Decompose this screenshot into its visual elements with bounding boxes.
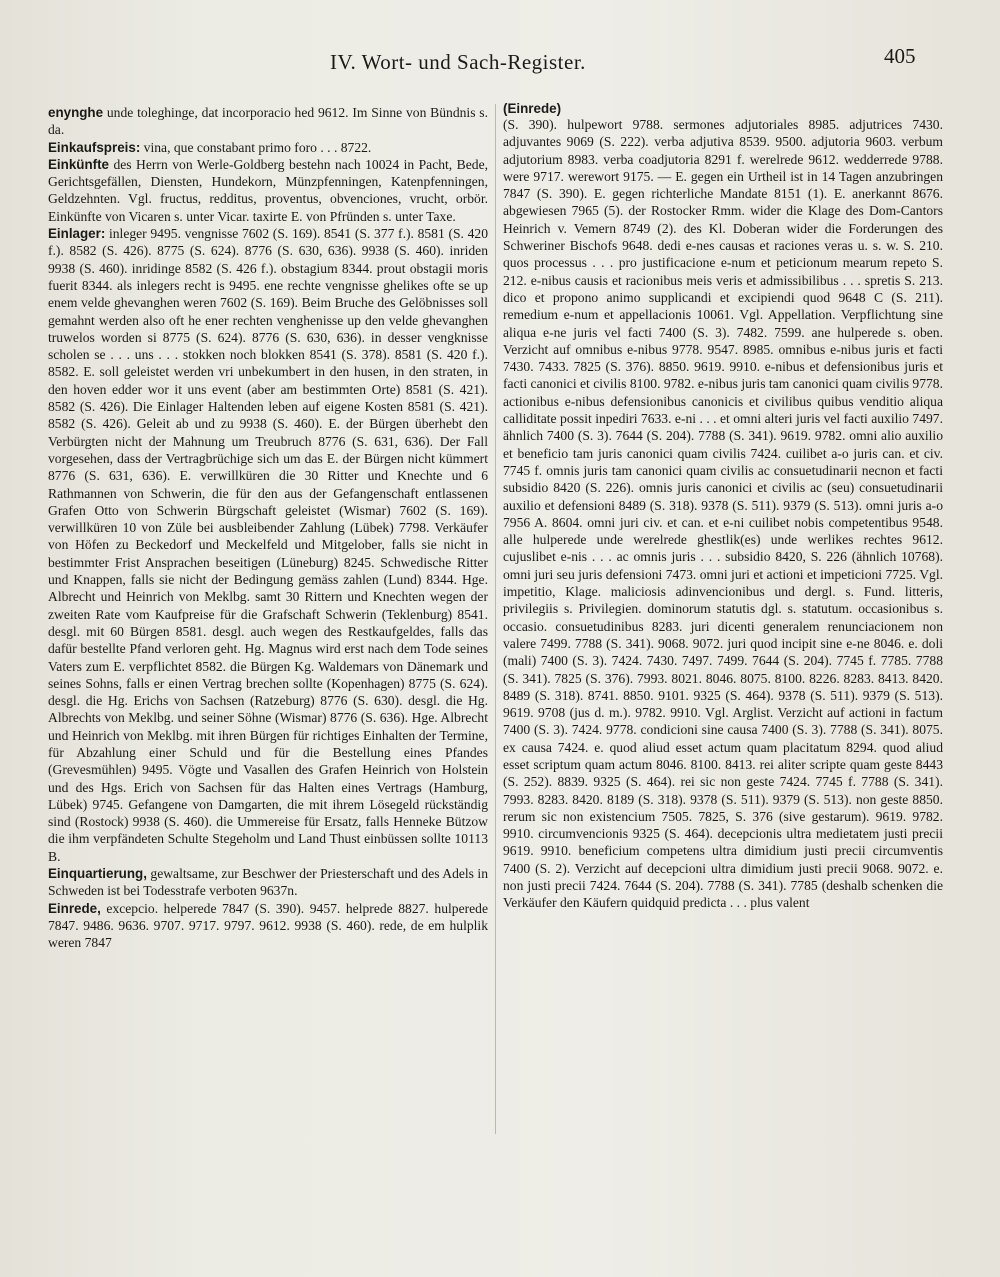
index-entry	[48, 900, 488, 952]
entry-text: vina, que constabant primo foro . . . 8722.	[140, 139, 372, 155]
entry-text: unde toleghinge, dat incorporacio hed 9612. Im Sinne von Bündnis s. da.	[48, 105, 488, 138]
entry-text: des Herrn von Werle-Goldberg bestehn nach 10024 in Pacht, Bede, Gerichtsgefällen, Diensten, Hundekorn, Münzpfenningen, Katenpfenningen, Geldzehnten. Vgl. fructus, redditus, proventus, obvenciones, vrucht, orbör. Einkünfte von Vicaren s. unter Vicar. taxirte E. von Pfründen s. unter Taxe.	[48, 156, 488, 224]
running-head: IV. Wort- und Sach-Register.	[330, 50, 586, 74]
left-column	[48, 104, 488, 952]
entry-text: gewaltsame, zur Beschwer der Priesterschaft und des Adels in Schweden ist bei Todesstrafe verboten 9637n.	[48, 866, 488, 899]
index-entry	[48, 139, 488, 156]
entry-headword: Einquartierung,	[48, 866, 147, 882]
entry-headword: Einkünfte	[48, 156, 110, 172]
page-number: 405	[884, 44, 916, 68]
index-entry	[48, 104, 488, 139]
entry-text: excepcio. helperede 7847 (S. 390). 9457. helprede 8827. hulperede 7847. 9486. 9636. 9707. 9717. 9797. 9612. 9938 (S. 460). rede, de em hulplik weren 7847	[48, 900, 488, 951]
index-entry-continued: (S. 390). hulpewort 9788. sermones adjutoriales 8985. adjutrices 7430. adjuvantes 9069 (S. 222). verba adjutiva 8539. 9500. adjutoria 9603. verbum adjutorium 8983. verba coadjutoria 8291 f. werelrede 9612. wedderrede 9788. were 9717. werewort 9175. — E. gegen ein Urtheil ist in 14 Tagen anzubringen 7847 (S. 390). E. gegen richterliche Mandate 8151 (1). E. anerkannt 8676. abgewiesen 7965 (5). der Rostocker Rmm. wider die Klage des Dom-Cantors Heinrich v. Vemern 8749 (2). des Kl. Doberan wider die Forderungen des Schweriner Bischofs 9648. dedi e-nes causas et raciones veras u. s. w. S. 210. quos processus . . . pro justificacione e-num et peticionum mearum repeto S. 212. e-nibus causis et racionibus meis veris et admissibilibus . . . spretis S. 213. dico et propono animo supplicandi et excipiendi quod 9648 C (S. 211). remedium e-num et appellacionis 10061. Vgl. Appellation. Verpflichtung sine aliqua e-ne juris vel facti 7400 (S. 3). 7482. 7599. ane hulperede s. oben. Verzicht auf omnibus e-nibus 9778. 9547. 8985. omnibus e-nibus juris et facti 7430. 7433. 7825 (S. 376). 8850. 9619. 9910. e-nibus et defensionibus juris et facti canonici et civilis 8100. 9782. e-nibus juris tam canonici quam civilis 9778. actionibus e-nibus defensionibus canonicis et civilibus quibus venditio aliqua calliditate possit inpediri 7633. e-ni . . . et omni alteri juris vel facti auxilio 7497. ähnlich 7400 (S. 3). 7644 (S. 204). 7788 (S. 341). 9619. 9782. omni alio auxilio et beneficio tam juris canonici quam civilis 7424. cuilibet a-o juris can. et civ. 7745 f. omnis juris tam canonici quam civilis ac consuetudinarii necnon et facti subsidio 8420 (S. 226). omnis juris canonici et civilis ac (seu) consuetudinarii auxilio et defensioni 8489 (S. 318). 9378 (S. 511). 9379 (S. 513). omni juris a-o 7956 A. 8604. omni juri civ. et can. et e-ni cuilibet nobis competentibus 9548. alle hulperede unde werelrede ghestlik(es) unde werlikes rechtes 9612. cujuslibet e-nis . . . ac omnis juris . . . subsidio 8420, S. 226 (ähnlich 10768). omni juri seu juris defensioni 7473. omni juri et actioni et impeticioni 7725. Vgl. impetitio, Klage. maliciosis adinvencionibus und dergl. s. Fund. litteris, privilegiis s. Privilegien. dominorum statutis dgl. s. statutum. occasionibus s. occasio. consuetudinibus 8283. juri dicenti generalem renunciacionem non valere 7499. 7788 (S. 341). 9068. 9072. juri quod incipit sine e-ne 8046. e. doli (mali) 7400 (S. 3). 7424. 7430. 7497. 7499. 7644 (S. 204). 7745 f. 7785. 7788 (S. 341). 7825 (S. 376). 7993. 8021. 8046. 8075. 8100. 8226. 8283. 8413. 8420. 8489 (S. 318). 8741. 8850. 9101. 9325 (S. 464). 9378 (S. 511). 9379 (S. 513). 9619. 9708 (jus d. m.). 9782. 9910. Vgl. Arglist. Verzicht auf actioni in factum 7400 (S. 3). 7424. 9778. condicioni sine causa 7400 (S. 3). 7788 (S. 341). 8075. ex causa 7424. e. quod aliud esset actum quam placitatum 8294. quod aliud esset scriptum quam actum 8046. 8100. 8413. rei aliter scripte quam geste 8443 (S. 252). 8839. 9325 (S. 464). rei sic non geste 7424. 7745 f. 7788 (S. 341). 7993. 8283. 8420. 8189 (S. 318). 9378 (S. 511). 9379 (S. 513). non geste 8850. rerum sic non existencium 7505. 7825, S. 376 (sive gestarum). 9619. 9782. 9910. circumvencionis 9325 (S. 464). decepcionis ultra medietatem justi precii 9619. 9910. beneficium competens ultra dimidium justi precii circumventis 7400 (S. 2). Verzicht auf decepcioni ultra dimidium justi precii 9068. 9072. e. non justi precii 7424. 7644 (S. 204). 7788 (S. 341). 7785 (deshalb schenken die Verkäufer den Käufern quidquid predicta . . . plus valent	[503, 117, 943, 911]
entry-headword: Einrede,	[48, 900, 101, 916]
continuation-heading: (Einrede)	[503, 101, 562, 116]
entry-headword: enynghe	[48, 105, 104, 120]
right-column	[503, 102, 943, 912]
index-entry	[48, 865, 488, 900]
index-entry	[48, 225, 488, 865]
entry-headword: Einkaufspreis:	[48, 139, 141, 155]
entry-headword: Einlager:	[48, 226, 106, 242]
entry-text: inleger 9495. vengnisse 7602 (S. 169). 8541 (S. 377 f.). 8581 (S. 420 f.). 8582 (S. 426). 8775 (S. 624). 8776 (S. 630, 636). 9938 (S. 460). inriden 9938 (S. 460). inridinge 8582 (S. 426 f.). obstagium 8344. prout obstagii moris fuerit 8344. als inlegers recht is 9495. ene rechte vengnisse ghelikes ofte se up enem velde ghevanghen weren 7602 (S. 169). Beim Bruche des Gelöbnisses soll gemahnt werden also oft he ener rechten venghenisse up den velde ghevanghen truwelos worden si 8775 (S. 624). 8776 (S. 630, 636). in desser vengknisse scholen se . . . uns . . . stokken noch blokken 8541 (S. 378). 8581 (S. 420 f.). 8582. E. soll geleistet werden vri unbekumbert in den husen, in den straten, in den hoven edder wor it uns event (aber am bestimmten Orte) 8581 (S. 421). 8582 (S. 426). Die Einlager Haltenden leben auf eigene Kosten 8581 (S. 421). 8582 (S. 426). Geleit ab und zu 9938 (S. 460). E. der Bürgen überhebt den Verbürgten nicht der Mahnung um Treubruch 8776 (S. 631, 636). Der Fall vorgesehen, dass der Vertragbrüchige sich um das E. der Bürgen nicht kümmert 8776 (S. 631, 636). E. verwillküren die 30 Ritter und Knechte und 6 Rathmannen von Schwerin, die für den aus der Gefangenschaft entlassenen Grafen Otto von Schwerin Bürgschaft geleistet (Wismar) 7602 (S. 169). verwillküren 10 von Züle bei ausbleibender Zahlung (Lübek) 7798. Verkäufer von Höfen zu Beckedorf und Meckelfeld und Mitgelober, falls sie nicht in bestimmter Frist Ansprachen beseitigen (Lüneburg) 8245. Schwedische Ritter und Knappen, falls sie nicht der Bedingung gemäss zahlen (Lund) 8344. Hge. Albrecht und Heinrich von Meklbg. samt 30 Rittern und Knechten wegen der zweiten Rate vom Kaufpreise für die Grafschaft Schwerin (Teklenburg) 8541. desgl. mit 60 Bürgen 8581. desgl. auch wegen des Restkaufgeldes, falls das dafür bestellte Pfand verloren geht. Hg. Magnus wird erst nach dem Tode seines Vaters zum E. verpflichtet 8582. die Bürgen Kg. Waldemars von Dänemark und seines Sohns, falls er einen Vertrag brechen sollte (Kopenhagen) 8775 (S. 624). desgl. die Hg. Erichs von Sachsen (Ratzeburg) 8776 (S. 630). desgl. die Hg. Albrechts von Meklbg. und seiner Söhne (Wismar) 8776 (S. 636). Hge. Albrecht und Heinrich von Meklbg. mit ihren Bürgen für richtiges Einhalten der Termine, für Abzahlung einer Schuld und für die Bestellung eines Pfandes (Grevesmühlen) 9495. Vögte und Vasallen des Grafen Heinrich von Holstein und des Hgs. Erich von Sachsen für das Halten eines Vertrags (Hamburg, Lübek) 9745. Gefangene von Damgarten, die mit ihrem Lösegeld rückständig sind (Rostock) 9938 (S. 460). die Ummereise für Ersatz, falls Henneke Bützow die ihm verpfändeten Schulte Stegeholm und Land Thust einbüssen sollte 10113 B.	[48, 226, 488, 864]
column-divider	[495, 104, 496, 1134]
index-entry	[48, 156, 488, 225]
